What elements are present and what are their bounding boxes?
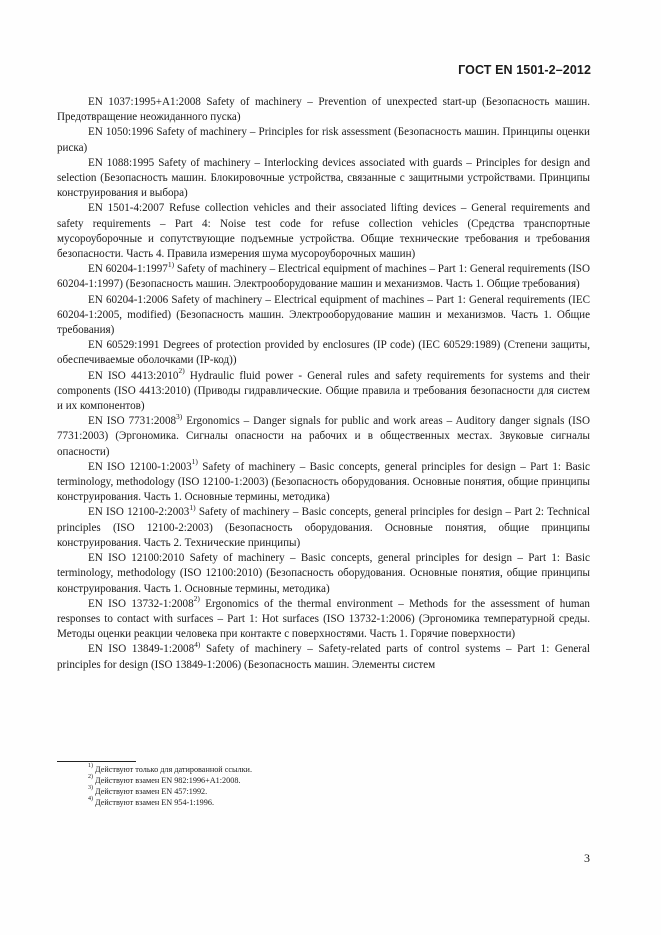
reference-item: EN 1050:1996 Safety of machinery – Principles for risk assessment (Безопасность машин. Принципы оценки риска) (57, 126, 590, 154)
footnote-ref: 2) (178, 365, 185, 375)
footnote-ref: 3) (176, 411, 183, 421)
reference-item: EN 1501-4:2007 Refuse collection vehicles and their associated lifting devices – General requirements and safety requirements – Part 4: Noise test code for refuse collection vehicles (Средства транспортные мусороуборочные и сопутствующие подъемные устройства. Общие технические требования и требования безопасности. Часть 4. Правила измерения шума мусороуборочных машин) (57, 202, 590, 261)
standard-header: ГОСТ EN 1501-2–2012 (458, 63, 591, 77)
reference-item: EN 60204-1:1997$^{1)}$ Safety of machinery – Electrical equipment of machines – Part 1: General requirements (ISO 60204-1:1997) (Безопасность машин. Электрооборудование машин и механизмов. Часть 1. Общие требования) (57, 259, 590, 291)
reference-item: EN 1037:1995+A1:2008 Safety of machinery – Prevention of unexpected start-up (Безопасность машин. Предотвращение неожиданного пуска) (57, 96, 590, 124)
reference-item: EN 1088:1995 Safety of machinery – Interlocking devices associated with guards – Principles for design and selection (Безопасность машин. Блокировочные устройства, связанные с защитными устройствами. Принципы конструирования и выбора) (57, 156, 590, 200)
footnote-mark: 3) (88, 785, 93, 792)
footnote-item: $^{1)}$ Действуют только для датированной ссылки. (88, 763, 252, 774)
footnote-ref: 4) (194, 639, 201, 649)
reference-item: EN ISO 13732-1:2008$^{2)}$ Ergonomics of the thermal environment – Methods for the assessment of human responses to contact with surfaces – Part 1: Hot surfaces (ISO 13732-1:2006) (Эргономика температурной среды. Методы оценки реакции человека при контакте с поверхностями. Часть 1. Горячие поверхности) (57, 594, 590, 641)
footnote-divider (57, 761, 136, 762)
reference-item: EN 60529:1991 Degrees of protection provided by enclosures (IP code) (IEC 60529:1989) (Степени защиты, обеспечиваемые оболочками (IP-код)) (57, 339, 590, 367)
normative-references (57, 95, 590, 673)
reference-item: EN ISO 7731:2008$^{3)}$ Ergonomics – Danger signals for public and work areas – Auditory danger signals (ISO 7731:2003) (Эргономика. Сигналы опасности на рабочих и в общественных местах. Звуковые сигналы опасности) (57, 411, 590, 458)
footnotes (88, 764, 488, 808)
footnote-item: $^{3)}$ Действуют взамен EN 457:1992. (88, 785, 208, 796)
reference-item: EN ISO 12100:2010 Safety of machinery – Basic concepts, general principles for design – Part 1: Basic terminology, methodology (ISO 12100:2010) (Безопасность оборудования. Основные понятия, общие принципы конструирования. Часть 1. Основные термины, методика) (57, 552, 590, 595)
footnote-ref: 1) (191, 457, 198, 467)
reference-item: EN ISO 4413:2010$^{2)}$ Hydraulic fluid power - General rules and safety requirements for systems and their components (ISO 4413:2010) (Приводы гидравлические. Общие правила и требования безопасности для систем и их компонентов) (57, 365, 591, 413)
footnote-item: $^{2)}$ Действуют взамен EN 982:1996+A1:2008. (88, 774, 241, 785)
footnote-ref: 1) (167, 259, 175, 269)
reference-item: EN ISO 12100-2:2003$^{1)}$ Safety of machinery – Basic concepts, general principles for design – Part 2: Technical principles (ISO 12100-2:2003) (Безопасность оборудования. Основные понятия, общие принципы конструирования. Часть 2. Технические принципы) (57, 502, 590, 549)
reference-item: EN 60204-1:2006 Safety of machinery – Electrical equipment of machines – Part 1: General requirements (IEC 60204-1:2005, modified) (Безопасность машин. Электрооборудование машин и механизмов. Часть 1. Общие требования) (57, 293, 590, 337)
footnote-ref: 1) (189, 502, 196, 512)
footnote-mark: 1) (88, 763, 93, 770)
footnote-ref: 2) (193, 594, 200, 604)
footnote-item: $^{4)}$ Действуют взамен EN 954-1:1996. (88, 796, 215, 807)
page-number: 3 (584, 851, 590, 865)
reference-item: EN ISO 13849-1:2008$^{4)}$ Safety of machinery – Safety-related parts of control systems – Part 1: General principles for design (ISO 13849-1:2006) (Безопасность машин. Элементы систем (57, 639, 590, 671)
footnote-mark: 4) (88, 796, 93, 803)
footnote-mark: 2) (88, 774, 93, 781)
reference-item: EN ISO 12100-1:2003$^{1)}$ Safety of machinery – Basic concepts, general principles for design – Part 1: Basic terminology, methodology (ISO 12100-1:2003) (Безопасность оборудования. Основные понятия, общие принципы конструирования. Часть 1. Основные термины, методика) (57, 457, 590, 504)
